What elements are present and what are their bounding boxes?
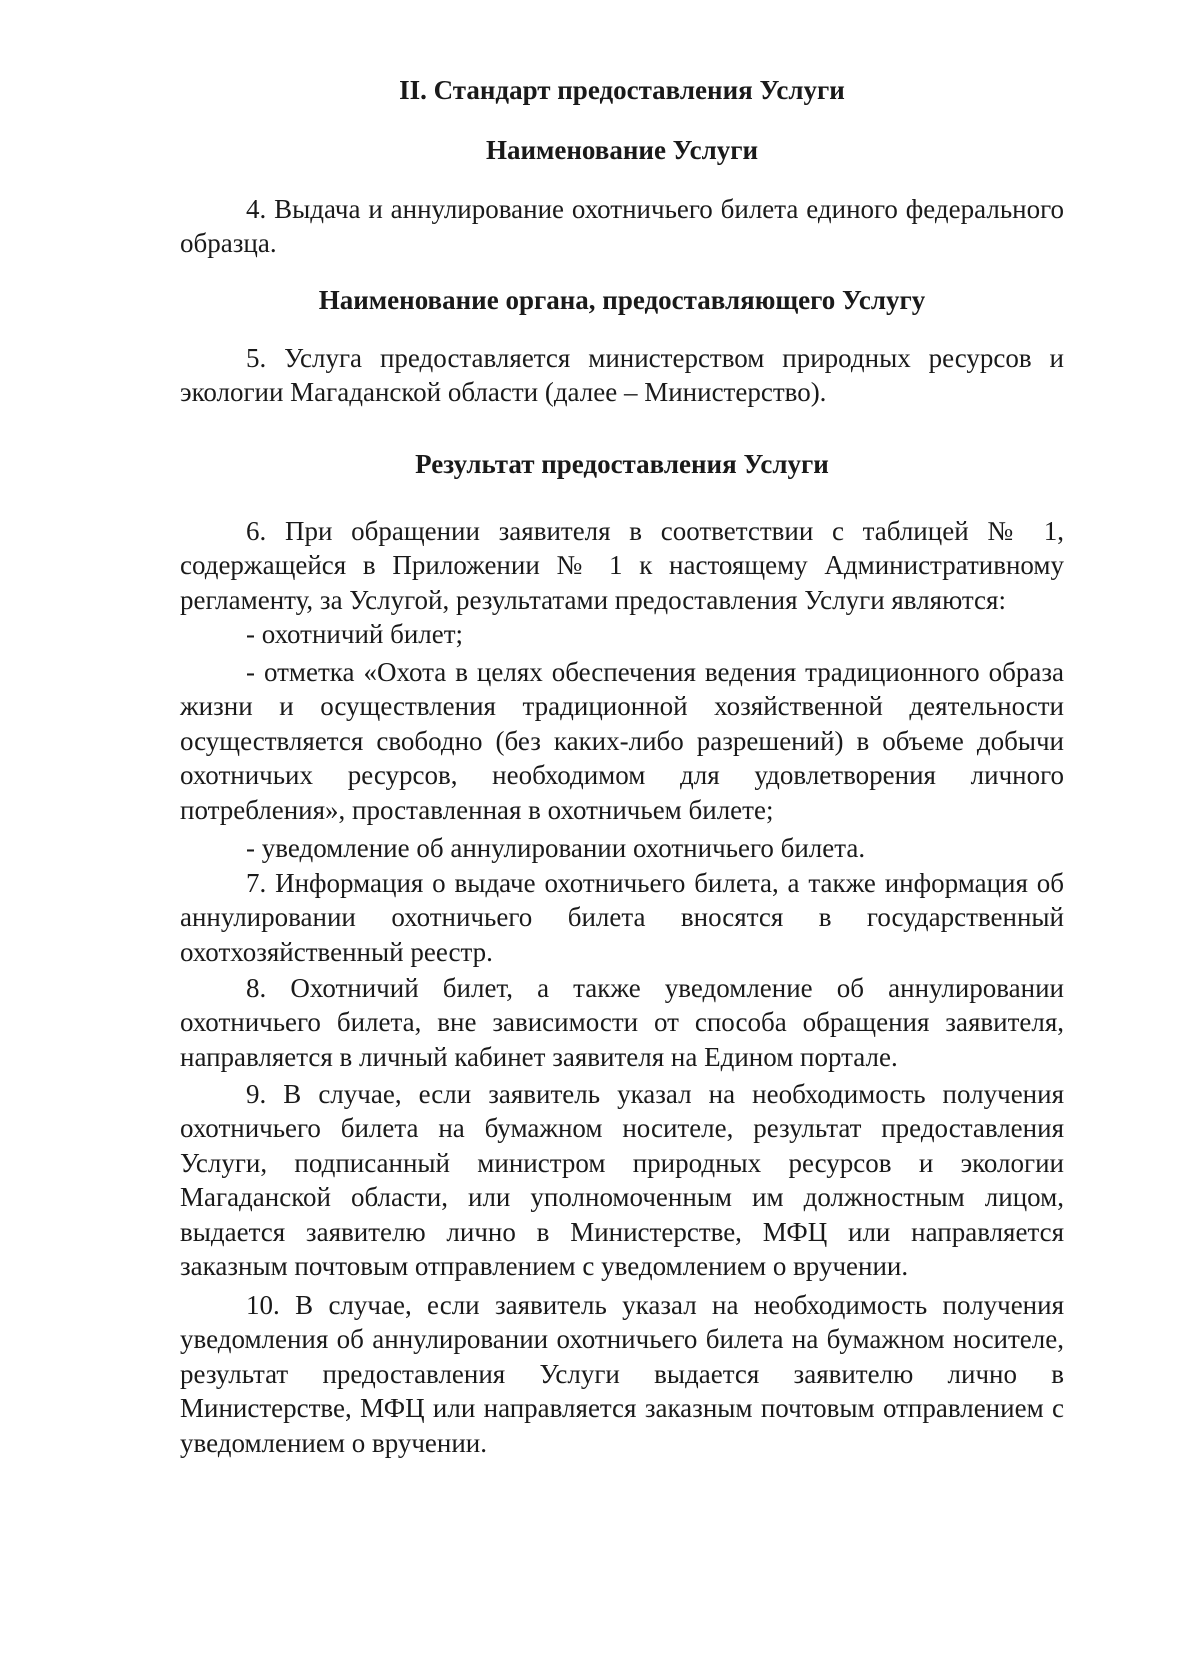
paragraph-6: 6. При обращении заявителя в соответствии с таблицей № 1, содержащейся в Приложении № 1 к настоящему Административному регламенту, за Услугой, результатами предоставления Услуги являются: <box>180 516 1064 615</box>
result-item-ticket: - охотничий билет; <box>246 619 464 649</box>
paragraph-9: 9. В случае, если заявитель указал на необходимость получения охотничьего билета на бумажном носителе, результат предоставления Услуги, подписанный министром природных ресурсов и экологии Магаданской области, или уполномоченным им должностным лицом, выдается заявителю лично в Министерстве, МФЦ или направляется заказным почтовым отправлением с уведомлением о вручении. <box>180 1079 1064 1282</box>
authority-heading: Наименование органа, предоставляющего Услугу <box>318 285 926 315</box>
paragraph-7: 7. Информация о выдаче охотничьего билета, а также информация об аннулировании охотничьего билета вносятся в государственный охотхозяйственный реестр. <box>180 868 1064 967</box>
paragraph-4: 4. Выдача и аннулирование охотничьего билета единого федерального образца. <box>180 194 1064 259</box>
result-item-notice: - уведомление об аннулировании охотничьего билета. <box>246 833 866 863</box>
service-name-heading: Наименование Услуги <box>485 135 759 165</box>
section-title: II. Стандарт предоставления Услуги <box>399 75 845 105</box>
paragraph-8: 8. Охотничий билет, а также уведомление об аннулировании охотничьего билета, вне зависимости от способа обращения заявителя, направляется в личный кабинет заявителя на Едином портале. <box>180 973 1064 1072</box>
paragraph-5: 5. Услуга предоставляется министерством природных ресурсов и экологии Магаданской области (далее – Министерство). <box>180 343 1064 408</box>
result-heading: Результат предоставления Услуги <box>415 449 829 479</box>
paragraph-10: 10. В случае, если заявитель указал на необходимость получения уведомления об аннулировании охотничьего билета на бумажном носителе, результат предоставления Услуги выдается заявителю лично в Министерстве, МФЦ или направляется заказным почтовым отправлением с уведомлением о вручении. <box>180 1290 1064 1458</box>
result-item-mark: - отметка «Охота в целях обеспечения ведения традиционного образа жизни и осуществления традиционной хозяйственной деятельности осуществляется свободно (без каких-либо разрешений) в объеме добычи охотничьих ресурсов, необходимом для удовлетворения личного потребления», проставленная в охотничьем билете; <box>180 657 1064 825</box>
